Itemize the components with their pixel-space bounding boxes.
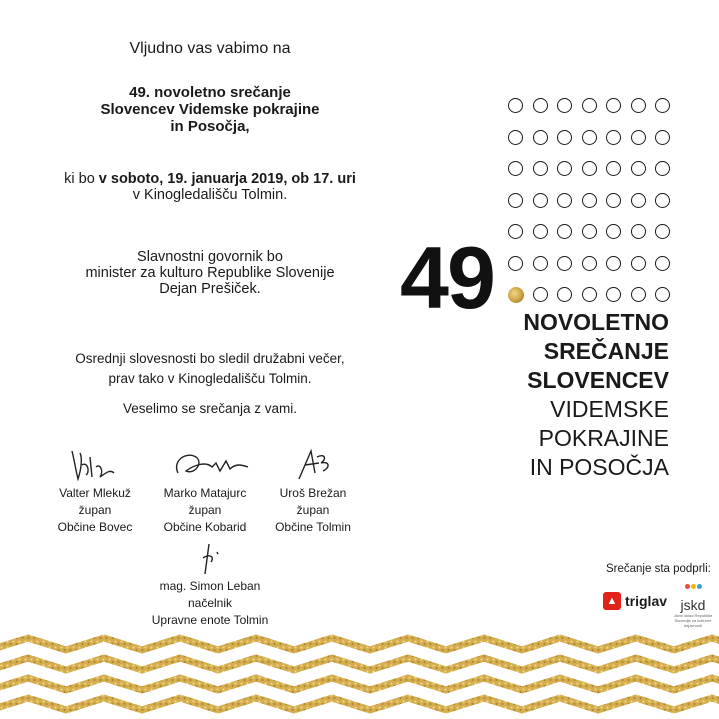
grid-circle [557, 287, 572, 302]
grid-circle [655, 224, 670, 239]
title-line-novoletno: NOVOLETNO [523, 309, 669, 335]
title-line-srecanje: SREČANJE [543, 338, 669, 364]
signatory-leban [135, 540, 285, 629]
grid-circle [508, 161, 523, 176]
speaker-info [0, 249, 420, 297]
jskd-subtitle: Javni sklad Republike Slovenije za kulturne dejavnosti [673, 613, 713, 628]
signature-image [60, 443, 130, 485]
grid-circle [557, 98, 572, 113]
grid-circle [582, 193, 597, 208]
grid-circle [631, 193, 646, 208]
grid-circle [533, 98, 548, 113]
when-prefix: ki bo [64, 171, 99, 187]
grid-circle [582, 256, 597, 271]
grid-circle [655, 161, 670, 176]
grid-circle [606, 256, 621, 271]
program-line2: prav tako v Kinogledališču Tolmin. [108, 371, 312, 386]
signatory-name: Uroš Brežan [279, 486, 347, 500]
triglav-wordmark: triglav [625, 593, 668, 609]
grid-circle [655, 130, 670, 145]
grid-circle [606, 130, 621, 145]
grid-circle [557, 224, 572, 239]
jskd-dots-icon [673, 584, 713, 596]
program-line1: Osrednji slovesnosti bo sledil družabni večer, [75, 351, 345, 366]
signatory-role: načelnik [187, 596, 233, 610]
zigzag-row [0, 638, 719, 650]
grid-circle [533, 287, 548, 302]
event-where: v Kinogledališču Tolmin. [132, 187, 288, 203]
grid-circle [533, 224, 548, 239]
event-title-line3: in Posočja, [170, 118, 250, 135]
grid-circle [508, 256, 523, 271]
title-line-in-posocja: IN POSOČJA [529, 454, 669, 480]
grid-circle [533, 161, 548, 176]
grid-circle [508, 130, 523, 145]
grid-circle [606, 287, 621, 302]
grid-circle [582, 287, 597, 302]
triglav-logo [603, 592, 667, 610]
signature-image [185, 540, 235, 578]
grid-circle [631, 224, 646, 239]
signatory-org: Upravne enote Tolmin [151, 613, 269, 627]
event-title-line1: 49. novoletno srečanje [129, 84, 291, 101]
grid-circle [631, 98, 646, 113]
event-title-line2: Slovencev Videmske pokrajine [100, 101, 320, 118]
speaker-line2: minister za kulturo Republike Slovenije [85, 265, 335, 281]
grid-circle [606, 98, 621, 113]
gold-zigzag-border [0, 628, 719, 719]
grid-circle [631, 130, 646, 145]
signatory-name: Valter Mlekuž [59, 486, 131, 500]
grid-circle [508, 224, 523, 239]
grid-circle [533, 193, 548, 208]
when-date: v soboto, 19. januarja 2019, ob 17. uri [98, 171, 356, 187]
signatory-role: župan [296, 503, 330, 517]
signatory-role: župan [188, 503, 222, 517]
zigzag-row [0, 678, 719, 690]
grid-circle [533, 256, 548, 271]
speaker-line3: Dejan Prešiček. [159, 281, 261, 297]
signatory-brezan [238, 443, 388, 536]
zigzag-row [0, 658, 719, 670]
signature-image [283, 443, 343, 485]
grid-circle [508, 193, 523, 208]
grid-circle [606, 161, 621, 176]
grid-circle [606, 224, 621, 239]
grid-circle [582, 98, 597, 113]
signatory-role: župan [78, 503, 112, 517]
poster-number: 49 [400, 228, 494, 327]
grid-circle [582, 224, 597, 239]
signatory-org: Občine Kobarid [163, 520, 247, 534]
invitation-intro: Vljudno vas vabimo na [129, 40, 291, 57]
triglav-shield-icon: ▲ [603, 592, 621, 610]
title-line-videmske: VIDEMSKE [550, 396, 669, 422]
zigzag-row [0, 698, 719, 710]
program-info [0, 349, 420, 389]
grid-circle [631, 256, 646, 271]
grid-circle [655, 256, 670, 271]
event-when [0, 171, 420, 203]
sponsors-label: Srečanje sta podprli: [606, 563, 711, 575]
title-line-pokrajine: POKRAJINE [538, 425, 669, 451]
signatory-org: Občine Bovec [57, 520, 133, 534]
grid-circle [631, 287, 646, 302]
grid-circle [533, 130, 548, 145]
gold-dot [508, 287, 524, 303]
jskd-wordmark: jskd [680, 597, 706, 613]
speaker-line1: Slavnostni govornik bo [137, 249, 283, 265]
signatory-name: Marko Matajurc [163, 486, 247, 500]
grid-circle [508, 98, 523, 113]
grid-circle [631, 161, 646, 176]
event-title [0, 84, 420, 135]
grid-circle [655, 287, 670, 302]
grid-circle [655, 193, 670, 208]
signatory-name: mag. Simon Leban [159, 579, 261, 593]
grid-circle [557, 256, 572, 271]
grid-circle [582, 130, 597, 145]
grid-circle [606, 193, 621, 208]
poster-title [523, 308, 669, 482]
grid-circle [655, 98, 670, 113]
signatory-org: Občine Tolmin [275, 520, 351, 534]
jskd-logo [673, 584, 713, 628]
grid-circle [557, 161, 572, 176]
grid-circle [557, 193, 572, 208]
grid-circle [557, 130, 572, 145]
title-line-slovencev: SLOVENCEV [527, 367, 669, 393]
closing-line: Veselimo se srečanja z vami. [122, 401, 298, 416]
grid-circle [582, 161, 597, 176]
